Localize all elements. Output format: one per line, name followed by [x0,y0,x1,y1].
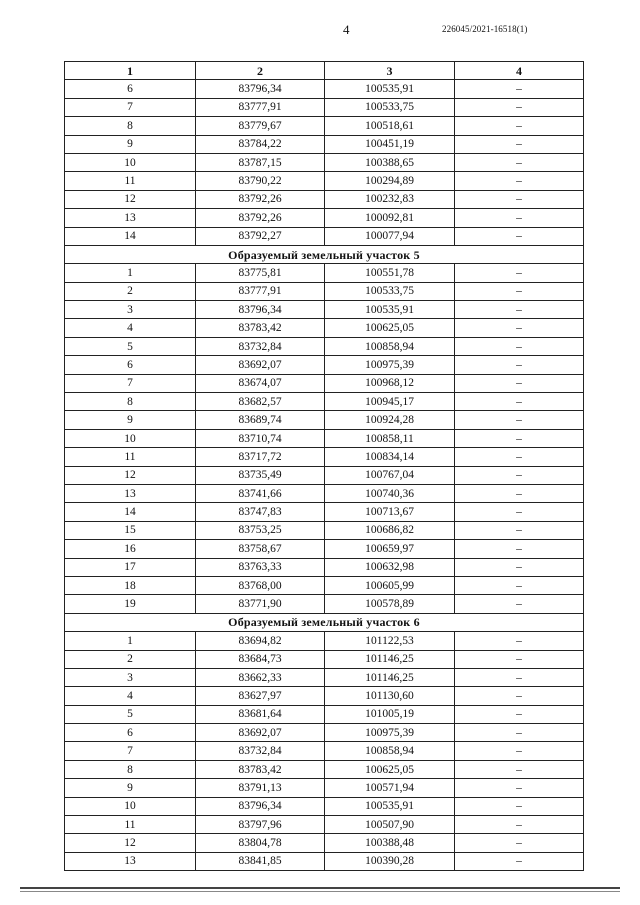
table-row [65,448,584,466]
table-row [65,356,584,374]
section-title-row [65,245,584,263]
table-cell: 83804,78 [196,834,325,852]
table-cell: 100092,81 [325,209,455,227]
table-cell: – [455,834,584,852]
table-row [65,540,584,558]
table-cell: – [455,319,584,337]
section-title-row [65,613,584,631]
column-header: 3 [325,62,455,80]
table-cell: 83796,34 [196,797,325,815]
table-cell: 100551,78 [325,264,455,282]
table-cell: – [455,852,584,870]
table-row [65,172,584,190]
table-cell: – [455,668,584,686]
table-cell: 83792,26 [196,190,325,208]
table-cell: – [455,80,584,98]
table-cell: – [455,393,584,411]
table-cell: 100686,82 [325,521,455,539]
table-cell: – [455,172,584,190]
table-cell: 13 [65,209,196,227]
table-cell: – [455,742,584,760]
table-cell: 2 [65,650,196,668]
table-cell: – [455,448,584,466]
table-row [65,668,584,686]
table-cell: 83783,42 [196,760,325,778]
table-cell: 14 [65,227,196,245]
table-cell: 83692,07 [196,724,325,742]
table-cell: 100767,04 [325,466,455,484]
table-cell: 10 [65,429,196,447]
table-cell: – [455,484,584,502]
table-cell: 100077,94 [325,227,455,245]
table-cell: – [455,595,584,613]
table-cell: – [455,724,584,742]
table-cell: 101005,19 [325,705,455,723]
table-row [65,393,584,411]
table-cell: 10 [65,153,196,171]
table-cell: 83674,07 [196,374,325,392]
table-row [65,724,584,742]
table-cell: 83777,91 [196,282,325,300]
table-row [65,98,584,116]
table-cell: – [455,98,584,116]
table-cell: 17 [65,558,196,576]
table-cell: – [455,153,584,171]
table-cell: 8 [65,393,196,411]
table-cell: 100518,61 [325,117,455,135]
table-cell: 1 [65,632,196,650]
table-cell: 83797,96 [196,816,325,834]
section-title: Образуемый земельный участок 6 [65,613,584,631]
column-header: 2 [196,62,325,80]
table-row [65,852,584,870]
table-cell: 7 [65,98,196,116]
table-cell: 100232,83 [325,190,455,208]
table-cell: – [455,705,584,723]
table-row [65,595,584,613]
table-cell: 83768,00 [196,576,325,594]
table-cell: 14 [65,503,196,521]
table-cell: 100533,75 [325,98,455,116]
table-cell: 83775,81 [196,264,325,282]
table-cell: 4 [65,319,196,337]
table-row [65,521,584,539]
table-cell: 11 [65,172,196,190]
table-cell: 13 [65,484,196,502]
table-cell: – [455,797,584,815]
table-cell: 83692,07 [196,356,325,374]
table-row [65,816,584,834]
table-cell: – [455,760,584,778]
table-cell: 100294,89 [325,172,455,190]
table-row [65,742,584,760]
table-cell: 100968,12 [325,374,455,392]
table-cell: 11 [65,816,196,834]
table-cell: 10 [65,797,196,815]
table-cell: – [455,374,584,392]
table-cell: – [455,117,584,135]
table-cell: 18 [65,576,196,594]
table-cell: 83784,22 [196,135,325,153]
table-row [65,80,584,98]
table-row [65,337,584,355]
table-cell: – [455,558,584,576]
table-cell: 100535,91 [325,797,455,815]
table-cell: 100571,94 [325,779,455,797]
table-row [65,429,584,447]
table-cell: 83758,67 [196,540,325,558]
table-cell: 83732,84 [196,337,325,355]
table-cell: – [455,264,584,282]
table-cell: 100605,99 [325,576,455,594]
table-cell: 100625,05 [325,760,455,778]
table-cell: – [455,282,584,300]
table-row [65,319,584,337]
table-cell: 83790,22 [196,172,325,190]
coordinates-table [64,61,584,871]
table-cell: 83779,67 [196,117,325,135]
table-cell: 101146,25 [325,650,455,668]
table-cell: 83792,26 [196,209,325,227]
table-cell: – [455,227,584,245]
table-cell: 3 [65,668,196,686]
table-cell: 83763,33 [196,558,325,576]
table-cell: 100632,98 [325,558,455,576]
table-cell: 100740,36 [325,484,455,502]
table-cell: – [455,650,584,668]
table-cell: 6 [65,80,196,98]
page-number: 4 [343,22,350,37]
table-cell: 83753,25 [196,521,325,539]
table-cell: 83627,97 [196,687,325,705]
table-row [65,576,584,594]
table-cell: 100451,19 [325,135,455,153]
table-cell: 100625,05 [325,319,455,337]
table-cell: – [455,411,584,429]
table-cell: 83792,27 [196,227,325,245]
table-row [65,687,584,705]
table-cell: 101146,25 [325,668,455,686]
table-cell: 1 [65,264,196,282]
table-cell: 83791,13 [196,779,325,797]
table-cell: 83694,82 [196,632,325,650]
table-cell: 100924,28 [325,411,455,429]
table-cell: 12 [65,190,196,208]
table-cell: 16 [65,540,196,558]
table-cell: 4 [65,687,196,705]
table-cell: 15 [65,521,196,539]
table-cell: – [455,337,584,355]
table-cell: 83796,34 [196,80,325,98]
footer-divider [20,887,620,889]
table-cell: 100945,17 [325,393,455,411]
table-cell: 100390,28 [325,852,455,870]
table-row [65,503,584,521]
table-row [65,558,584,576]
table-cell: 83841,85 [196,852,325,870]
table-cell: 83796,34 [196,301,325,319]
table-cell: 83787,15 [196,153,325,171]
table-cell: 6 [65,724,196,742]
table-cell: 13 [65,852,196,870]
table-cell: 12 [65,466,196,484]
table-cell: 100858,94 [325,742,455,760]
table-cell: 11 [65,448,196,466]
table-body [65,80,584,871]
table-cell: 9 [65,135,196,153]
table-row [65,135,584,153]
table-cell: 83684,73 [196,650,325,668]
table-cell: 83689,74 [196,411,325,429]
table-cell: 9 [65,779,196,797]
table-cell: 100834,14 [325,448,455,466]
table-cell: 100388,65 [325,153,455,171]
table-cell: 3 [65,301,196,319]
table-cell: – [455,540,584,558]
table-cell: – [455,429,584,447]
table-cell: 101122,53 [325,632,455,650]
table-cell: 83777,91 [196,98,325,116]
table-cell: – [455,632,584,650]
table-cell: 7 [65,374,196,392]
table-row [65,190,584,208]
table-row [65,374,584,392]
table-cell: 100713,67 [325,503,455,521]
table-cell: 100533,75 [325,282,455,300]
table-row [65,153,584,171]
column-header: 4 [455,62,584,80]
table-row [65,209,584,227]
table-row [65,650,584,668]
table-cell: – [455,135,584,153]
table-cell: – [455,301,584,319]
table-cell: 8 [65,760,196,778]
table-cell: 83783,42 [196,319,325,337]
table-row [65,411,584,429]
table-cell: 83732,84 [196,742,325,760]
table-row [65,466,584,484]
table-cell: 100975,39 [325,356,455,374]
table-cell: – [455,576,584,594]
table-cell: – [455,190,584,208]
column-header: 1 [65,62,196,80]
table-cell: 19 [65,595,196,613]
table-cell: – [455,356,584,374]
table-cell: 83741,66 [196,484,325,502]
table-cell: 2 [65,282,196,300]
table-cell: 100578,89 [325,595,455,613]
table-cell: 100975,39 [325,724,455,742]
table-cell: 9 [65,411,196,429]
table-cell: 6 [65,356,196,374]
table-row [65,632,584,650]
table-cell: 7 [65,742,196,760]
table-cell: 100507,90 [325,816,455,834]
table-cell: – [455,503,584,521]
table-row [65,760,584,778]
table-cell: 12 [65,834,196,852]
table-cell: 83662,33 [196,668,325,686]
table-cell: 100858,94 [325,337,455,355]
table-cell: 83771,90 [196,595,325,613]
table-row [65,484,584,502]
table-row [65,282,584,300]
table-cell: 83682,57 [196,393,325,411]
table-cell: 101130,60 [325,687,455,705]
table-row [65,117,584,135]
footer-divider [20,891,620,892]
table-row [65,705,584,723]
table-header-row [65,62,584,80]
table-cell: 83747,83 [196,503,325,521]
table-cell: 100535,91 [325,301,455,319]
table-row [65,227,584,245]
table-cell: 83681,64 [196,705,325,723]
document-reference: 226045/2021-16518(1) [442,24,528,34]
table-cell: 83710,74 [196,429,325,447]
table-cell: – [455,816,584,834]
table-row [65,797,584,815]
table-cell: 100659,97 [325,540,455,558]
table-cell: 100535,91 [325,80,455,98]
table-cell: – [455,779,584,797]
table-cell: 83717,72 [196,448,325,466]
table-row [65,301,584,319]
table-cell: – [455,521,584,539]
table-cell: 100388,48 [325,834,455,852]
table-row [65,834,584,852]
table-cell: 5 [65,337,196,355]
section-title: Образуемый земельный участок 5 [65,245,584,263]
table-cell: 5 [65,705,196,723]
table-row [65,264,584,282]
table-cell: 8 [65,117,196,135]
table-cell: – [455,466,584,484]
table-cell: 83735,49 [196,466,325,484]
table-row [65,779,584,797]
table-cell: 100858,11 [325,429,455,447]
table-cell: – [455,209,584,227]
table-cell: – [455,687,584,705]
